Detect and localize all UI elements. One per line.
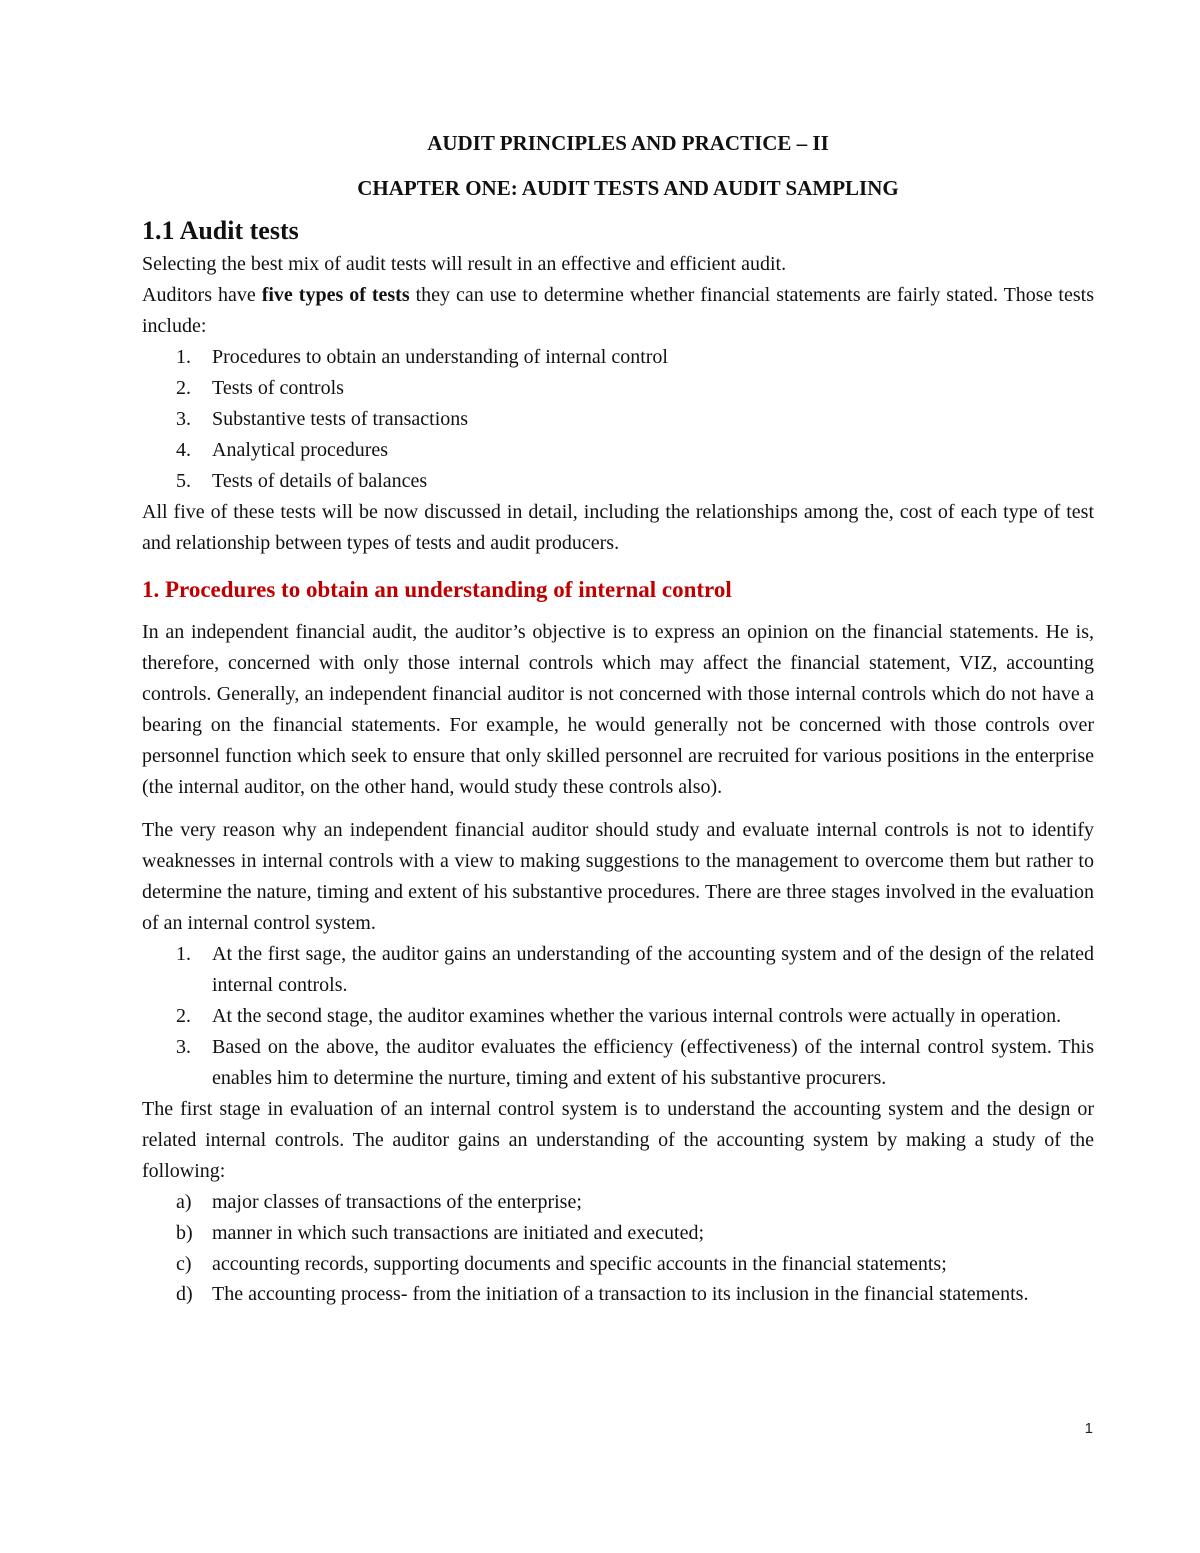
list-item: [142, 404, 1094, 435]
list-item: [142, 1001, 1094, 1032]
paragraph-first-stage: The first stage in evaluation of an internal control system is to understand the accounting system and the design or related internal controls. The auditor gains an understanding of the accounting system by making a study of the following:: [142, 1098, 1094, 1182]
list-marker: d): [176, 1283, 193, 1305]
list-item: [142, 1249, 1094, 1280]
list-item: [142, 373, 1094, 404]
list-item-text: Tests of controls: [212, 377, 344, 399]
list-marker: 3.: [176, 408, 191, 430]
list-item: [142, 1218, 1094, 1249]
list-marker: b): [176, 1222, 193, 1244]
section-heading-procedures: 1. Procedures to obtain an understanding of internal control: [142, 577, 732, 602]
list-marker: 4.: [176, 439, 191, 461]
list-item-text: The accounting process- from the initiation of a transaction to its inclusion in the financial statements.: [212, 1283, 1029, 1305]
list-item-text: manner in which such transactions are initiated and executed;: [212, 1222, 705, 1244]
list-marker: c): [176, 1253, 192, 1275]
list-marker: a): [176, 1191, 192, 1213]
section-heading-audit-tests: 1.1 Audit tests: [142, 216, 299, 245]
list-item-text: Procedures to obtain an understanding of internal control: [212, 346, 668, 368]
list-item: [142, 466, 1094, 497]
types-text-pre: Auditors have: [142, 284, 262, 306]
tests-list: [142, 342, 1094, 497]
spacer: [142, 803, 1094, 815]
list-marker: 3.: [176, 1036, 191, 1058]
intro-paragraph: Selecting the best mix of audit tests will result in an effective and efficient audit.: [142, 253, 787, 275]
list-item-text: Analytical procedures: [212, 439, 389, 461]
stages-list: [142, 939, 1094, 1094]
list-marker: 2.: [176, 377, 191, 399]
list-item-text: Based on the above, the auditor evaluates the efficiency (effectiveness) of the internal control system. This enables him to determine the nurture, timing and extent of his substantive procurers.: [212, 1036, 1094, 1089]
list-item-text: major classes of transactions of the enterprise;: [212, 1191, 582, 1213]
list-marker: 1.: [176, 943, 191, 965]
list-item: [142, 939, 1094, 1001]
types-text-post: they can use to determine whether financial statements are fairly stated. Those tests include:: [142, 284, 1094, 337]
list-marker: 1.: [176, 346, 191, 368]
list-item-text: Substantive tests of transactions: [212, 408, 469, 430]
list-item: [142, 435, 1094, 466]
list-marker: 2.: [176, 1005, 191, 1027]
closing-paragraph: All five of these tests will be now discussed in detail, including the relationships among the, cost of each type of test and relationship between types of tests and audit producers.: [142, 501, 1094, 554]
list-marker: 5.: [176, 470, 191, 492]
page-number: 1: [1084, 1420, 1093, 1437]
page-content: [142, 126, 1094, 1308]
list-item: [142, 1032, 1094, 1094]
chapter-title: CHAPTER ONE: AUDIT TESTS AND AUDIT SAMPLING: [357, 176, 899, 200]
list-item: [142, 342, 1094, 373]
types-paragraph: [142, 280, 1094, 342]
paragraph-objective: In an independent financial audit, the auditor’s objective is to express an opinion on the financial statements. He is, therefore, concerned with only those internal controls which may affect the financial statement, VIZ, accounting controls. Generally, an independent financial auditor is not concerned with those internal controls which do not have a bearing on the financial statements. For example, he would generally not be concerned with those controls over personnel function which seek to ensure that only skilled personnel are recruited for various positions in the enterprise (the internal auditor, on the other hand, would study these controls also).: [142, 621, 1094, 798]
list-item: [142, 1280, 1094, 1308]
list-item-text: accounting records, supporting documents and specific accounts in the financial statements;: [212, 1253, 947, 1275]
list-item-text: At the first sage, the auditor gains an understanding of the accounting system and of the design of the related internal controls.: [212, 943, 1094, 996]
study-list: [142, 1187, 1094, 1308]
list-item-text: At the second stage, the auditor examines whether the various internal controls were actually in operation.: [212, 1005, 1062, 1027]
list-item-text: Tests of details of balances: [212, 470, 428, 492]
types-text-bold: five types of tests: [261, 284, 410, 306]
list-item: [142, 1187, 1094, 1218]
document-title: AUDIT PRINCIPLES AND PRACTICE – II: [427, 131, 829, 155]
paragraph-reason: The very reason why an independent financial auditor should study and evaluate internal controls is not to identify weaknesses in internal controls with a view to making suggestions to the management to overcome them but rather to determine the nature, timing and extent of his substantive procedures. There are three stages involved in the evaluation of an internal control system.: [142, 819, 1094, 934]
